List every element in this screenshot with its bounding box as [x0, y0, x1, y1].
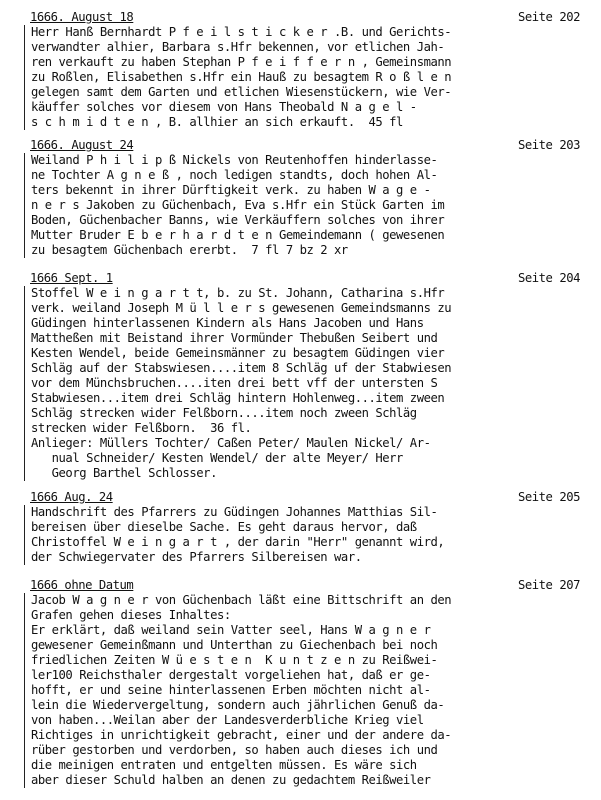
text-line: rüber gestorben und verdorben, so haben auch dieses ich und — [31, 743, 438, 757]
text-line: Mutter Bruder E b e r h a r d t e n Gemeindemann ( gewesenen — [31, 228, 445, 242]
text-line: zu Roßlen, Elisabethen s.Hfr ein Hauß zu besagtem R o ß l e n — [31, 70, 452, 84]
entry-page-ref: Seite 204 — [518, 271, 580, 285]
entry-date: 1666 Aug. 24 — [30, 490, 113, 504]
text-line: Kesten Wendel, beide Gemeinsmänner zu besagtem Güdingen vier — [31, 346, 445, 360]
entry-date: 1666 ohne Datum — [30, 578, 134, 592]
entry-1666-august-18 — [24, 10, 584, 130]
text-line: Stoffel W e i n g a r t t, b. zu St. Johann, Catharina s.Hfr — [31, 286, 445, 300]
text-line: ren verkauft zu haben Stephan P f e i f f e r n , Gemeinsmann — [31, 55, 452, 69]
entry-1666-ohne-datum — [24, 578, 584, 788]
text-line: die meinigen entraten und entgelten müssen. Es wäre sich — [31, 758, 417, 772]
text-line: strecken wider Felßborn. 36 fl. — [31, 421, 252, 435]
entry-date: 1666 Sept. 1 — [30, 271, 113, 285]
text-line: bereisen über dieselbe Sache. Es geht daraus hervor, daß — [31, 520, 417, 534]
entry-text — [24, 25, 584, 130]
text-line: gewesener Gemeinßmann und Unterthan zu Giechenbach bei noch — [31, 638, 438, 652]
text-line: Grafen gehen dieses Inhaltes: — [31, 608, 231, 622]
text-line: hofft, er und seine hinterlassenen Erben möchten nicht al- — [31, 683, 431, 697]
text-line: ters bekennt in ihrer Dürftigkeit verk. zu haben W a g e - — [31, 183, 431, 197]
text-line: s c h m i d t e n , B. allhier an sich erkauft. 45 fl — [31, 115, 403, 129]
text-line: Anlieger: Müllers Tochter/ Caßen Peter/ Maulen Nickel/ Ar- — [31, 436, 431, 450]
entry-page-ref: Seite 207 — [518, 578, 580, 592]
text-line: nual Schneider/ Kesten Wendel/ der alte Meyer/ Herr — [31, 451, 403, 465]
text-line: von haben...Weilan aber der Landesverderbliche Krieg viel — [31, 713, 424, 727]
text-line: n e r s Jakoben zu Güchenbach, Eva s.Hfr ein Stück Garten im — [31, 198, 445, 212]
entry-text — [24, 505, 584, 565]
text-line: friedlichen Zeiten W ü e s t e n K u n t z e n zu Reißwei- — [31, 653, 438, 667]
text-line: Herr Hanß Bernhardt P f e i l s t i c k e r .B. und Gerichts- — [31, 25, 452, 39]
entry-1666-august-24 — [24, 138, 584, 258]
entry-date: 1666. August 18 — [30, 10, 134, 24]
text-line: Stabwiesen...item drei Schläg hintern Hohlenweg...item zween — [31, 391, 445, 405]
entry-text — [24, 593, 584, 788]
entry-text — [24, 153, 584, 258]
text-line: Güdingen hinterlassenen Kindern als Hans Jacoben und Hans — [31, 316, 424, 330]
text-line: ne Tochter A g n e ß , noch ledigen standts, doch hohen Al- — [31, 168, 438, 182]
text-line: Richtiges in unrichtigkeit gebracht, einer und der andere da- — [31, 728, 452, 742]
entry-header — [24, 490, 584, 505]
text-line: Mattheßen mit Beistand ihrer Vormünder Thebußen Seibert und — [31, 331, 438, 345]
entry-date: 1666. August 24 — [30, 138, 134, 152]
entry-header — [24, 578, 584, 593]
entry-header — [24, 10, 584, 25]
entry-page-ref: Seite 202 — [518, 10, 580, 24]
text-line: verk. weiland Joseph M ü l l e r s gewesenen Gemeindsmanns zu — [31, 301, 452, 315]
text-line: Georg Barthel Schlosser. — [31, 466, 217, 480]
text-line: käuffer solches vor diesem von Hans Theobald N a g e l - — [31, 100, 417, 114]
entry-1666-aug-24-handschrift — [24, 490, 584, 565]
text-line: Christoffel W e i n g a r t , der darin "Herr" genannt wird, — [31, 535, 445, 549]
text-line: zu besagtem Güchenbach ererbt. 7 fl 7 bz 2 xr — [31, 243, 348, 257]
text-line: Er erklärt, daß weiland sein Vatter seel, Hans W a g n e r — [31, 623, 431, 637]
text-line: verwandter alhier, Barbara s.Hfr bekennen, vor etlichen Jah- — [31, 40, 445, 54]
entry-page-ref: Seite 203 — [518, 138, 580, 152]
text-line: Weiland P h i l i p ß Nickels von Reutenhoffen hinderlasse- — [31, 153, 438, 167]
entry-page-ref: Seite 205 — [518, 490, 580, 504]
text-line: gelegen samt dem Garten und etlichen Wiesenstückern, wie Ver- — [31, 85, 452, 99]
text-line: Handschrift des Pfarrers zu Güdingen Johannes Matthias Sil- — [31, 505, 438, 519]
entry-header — [24, 271, 584, 286]
entry-header — [24, 138, 584, 153]
entry-text — [24, 286, 584, 481]
entry-1666-sept-1 — [24, 271, 584, 481]
text-line: Schläg auf der Stabswiesen....item 8 Schläg uf der Stabwiesen — [31, 361, 452, 375]
text-line: vor dem Münchsbruchen....iten drei bett vff der untersten S — [31, 376, 438, 390]
text-line: aber dieser Schuld halben an denen zu gedachtem Reißweiler — [31, 773, 431, 787]
text-line: Jacob W a g n e r von Güchenbach läßt eine Bittschrift an den — [31, 593, 452, 607]
text-line: Schläg strecken wider Felßborn....item noch zween Schläg — [31, 406, 417, 420]
text-line: Boden, Güchenbacher Banns, wie Verkäuffern solches von ihrer — [31, 213, 445, 227]
text-line: der Schwiegervater des Pfarrers Silbereisen war. — [31, 550, 362, 564]
text-line: ler100 Reichsthaler dergestalt vorgeliehen hat, daß er ge- — [31, 668, 431, 682]
text-line: lein die Wiedervergeltung, sondern auch jährlichen Genuß da- — [31, 698, 445, 712]
